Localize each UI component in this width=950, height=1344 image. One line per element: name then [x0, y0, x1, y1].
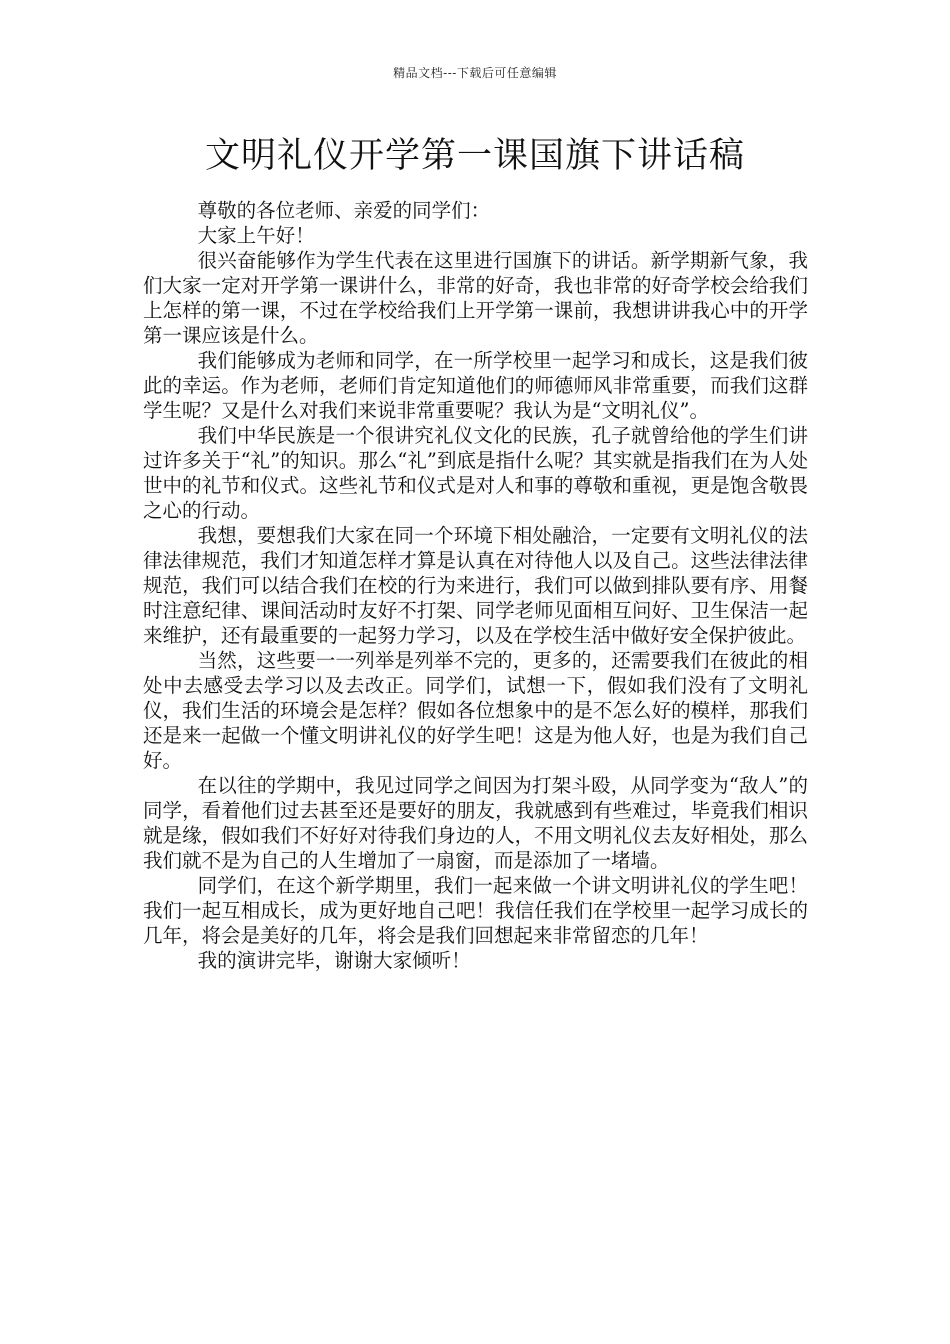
paragraph: 同学们，在这个新学期里，我们一起来做一个讲文明讲礼仪的学生吧！我们一起互相成长，成为更好地自己吧！我信任我们在学校里一起学习成长的几年，将会是美好的几年，将会是我们回想起来非常留恋的几年！ [143, 874, 808, 947]
paragraph: 我们中华民族是一个很讲究礼仪文化的民族，孔子就曾给他的学生们讲过许多关于“礼”的知识。那么“礼”到底是指什么呢？其实就是指我们在为人处世中的礼节和仪式。这些礼节和仪式是对人和事的尊敬和重视，更是饱含敬畏之心的行动。 [143, 424, 808, 522]
paragraph: 我们能够成为老师和同学，在一所学校里一起学习和成长，这是我们彼此的幸运。作为老师，老师们肯定知道他们的师德师风非常重要，而我们这群学生呢？又是什么对我们来说非常重要呢？我认为是“文明礼仪”。 [143, 349, 808, 422]
paragraph: 很兴奋能够作为学生代表在这里进行国旗下的讲话。新学期新气象，我们大家一定对开学第一课讲什么，非常的好奇，我也非常的好奇学校会给我们上怎样的第一课，不过在学校给我们上开学第一课前，我想讲讲我心中的开学第一课应该是什么。 [143, 249, 808, 347]
document-title: 文明礼仪开学第一课国旗下讲话稿 [204, 136, 745, 176]
paragraph: 我想，要想我们大家在同一个环境下相处融洽，一定要有文明礼仪的法律法律规范，我们才知道怎样才算是认真在对待他人以及自己。这些法律法律规范，我们可以结合我们在校的行为来进行，我们可以做到排队要有序、用餐时注意纪律、课间活动时友好不打架、同学老师见面相互问好、卫生保洁一起来维护，还有最重要的一起努力学习，以及在学校生活中做好安全保护彼此。 [143, 524, 808, 647]
paragraph: 在以往的学期中，我见过同学之间因为打架斗殴，从同学变为“敌人”的同学，看着他们过去甚至还是要好的朋友，我就感到有些难过，毕竟我们相识就是缘，假如我们不好好对待我们身边的人，不用文明礼仪去友好相处，那么我们就不是为自己的人生增加了一扇窗，而是添加了一堵墙。 [143, 774, 808, 872]
greeting: 大家上午好！ [197, 224, 315, 247]
document-body [143, 198, 808, 973]
salutation: 尊敬的各位老师、亲爱的同学们： [197, 199, 491, 222]
paragraph: 当然，这些要一一列举是列举不完的，更多的，还需要我们在彼此的相处中去感受去学习以及去改正。同学们，试想一下，假如我们没有了文明礼仪，我们生活的环境会是怎样？假如各位想象中的是不怎么好的模样，那我们还是来一起做一个懂文明讲礼仪的好学生吧！这是为他人好，也是为我们自己好。 [143, 649, 808, 772]
closing: 我的演讲完毕，谢谢大家倾听！ [197, 949, 471, 972]
header-note: 精品文档---下载后可任意编辑 [393, 66, 557, 80]
